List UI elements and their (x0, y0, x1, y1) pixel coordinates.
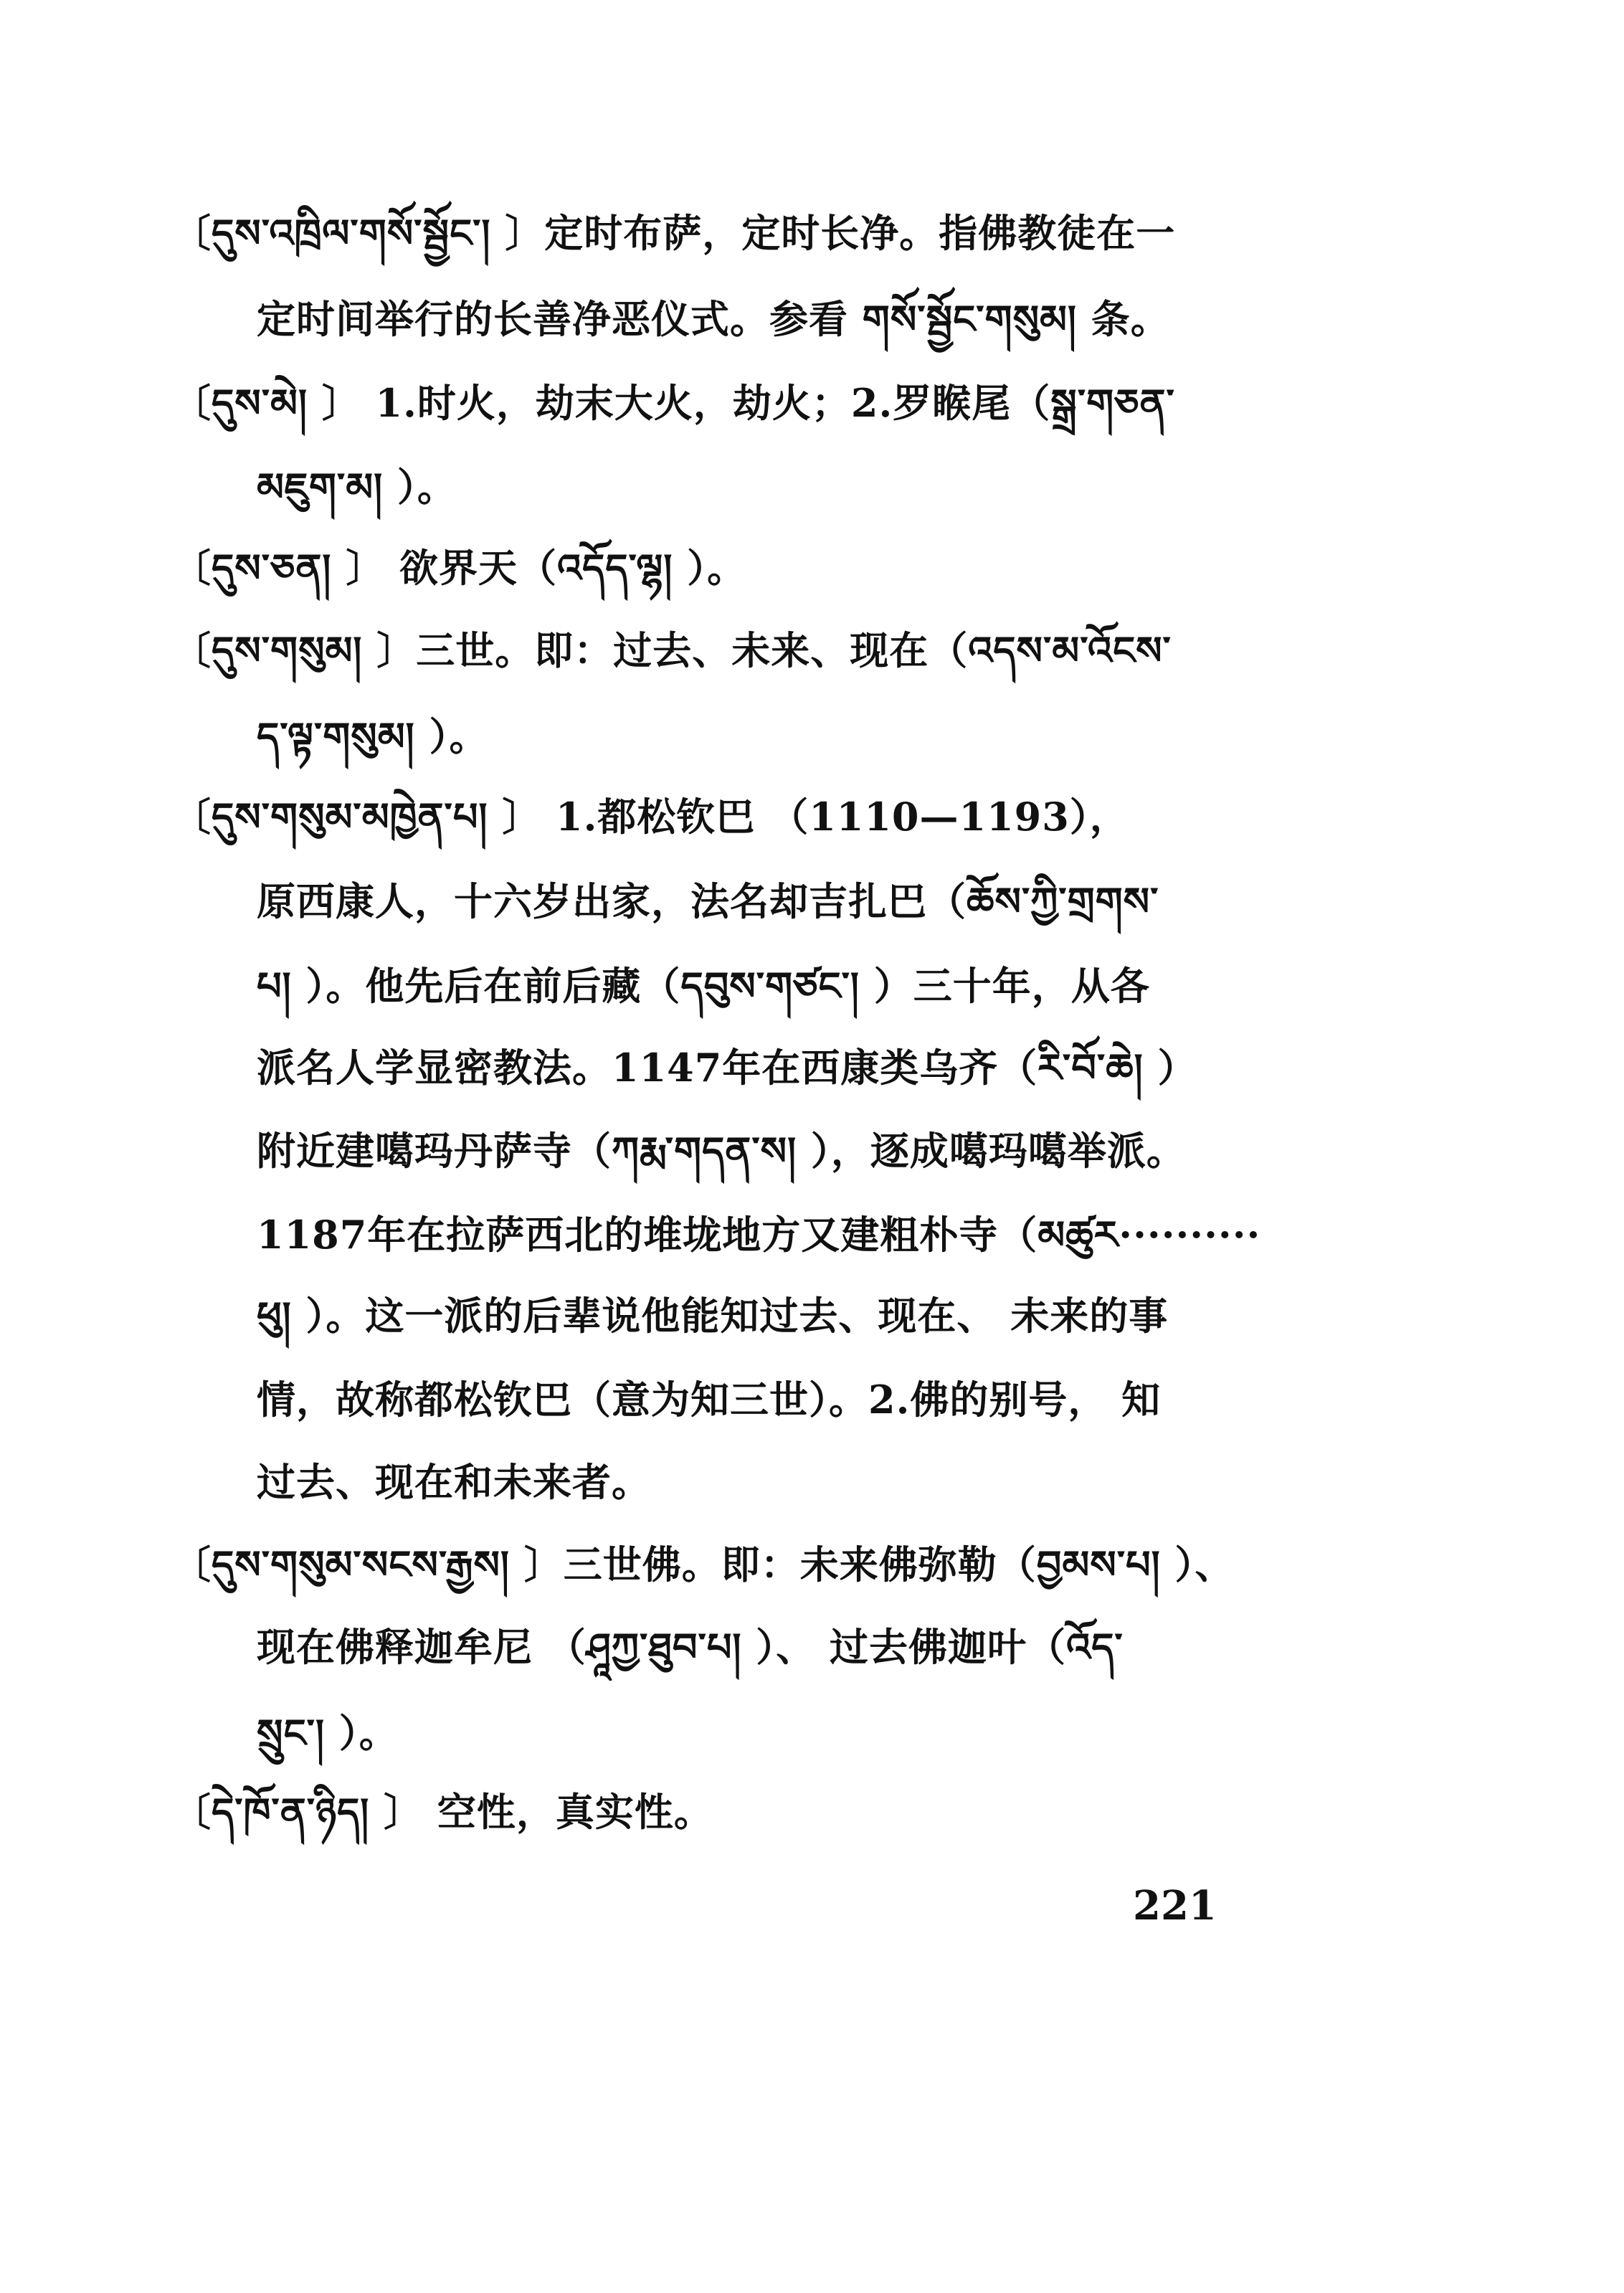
entry-line: 〔དུས་གསུམ་མཁྱེན་པ། 〕 1.都松钦巴 （1110—1193）， (172, 794, 1129, 840)
entry-line: 1187年在拉萨西北的堆垅地方又建粗朴寺（མཚུར·········· (257, 1212, 1261, 1258)
entry-line: 〔དུས་མེ། 〕 1.时火，劫末大火，劫火；2.罗睺尾（སྒྲ་གཅན་ (172, 380, 1175, 426)
page-number: 221 (1133, 1882, 1217, 1929)
entry-line: 附近建噶玛丹萨寺（ཀརྨ་གདན་ས། ），逐成噶玛噶举派。 (257, 1128, 1186, 1174)
entry-line: 〔དུས་གསུམ་སངས་རྒྱས། 〕三世佛。即：未来佛弥勒（བྱམས་པ། ）、 (172, 1542, 1235, 1587)
entry-line: 〔དེ་ཁོ་ན་ཉིད། 〕 空性，真实性。 (172, 1789, 713, 1835)
entry-line: 〔དུས་འཁྲིལ་གསོ་སྦྱོང་། 〕定时布萨，定时长净。指佛教徒在一 (172, 210, 1176, 256)
entry-line: 原西康人，十六岁出家，法名却吉扎巴（ཆོས་ཀྱི་གྲགས་ (257, 878, 1159, 924)
entry-line: 派名人学显密教法。1147年在西康类乌齐（རི་བོ་ཆེ། ） (257, 1045, 1197, 1091)
entry-line: 〔དུས་གསུམ། 〕三世。即：过去、未来、现在（འདས་མ་འོངས་ (172, 627, 1172, 673)
entry-line: 现在佛释迦牟尼 （ཤཱཀྱ་ཐུབ་པ། ）、 过去佛迦叶（འོད་ (257, 1624, 1124, 1670)
entry-line: སྲུང་། ）。 (257, 1710, 399, 1756)
entry-line: 情，故称都松钦巴（意为知三世）。2.佛的别号， 知 (257, 1377, 1162, 1423)
entry-line: ཕུ། ）。这一派的后辈说他能知过去、现在、 未来的事 (257, 1293, 1169, 1339)
entry-line: 过去、现在和未来者。 (257, 1459, 651, 1505)
entry-line: 定时间举行的长善净恶仪式。参看 གསོ་སྦྱོང་གསུམ། 条。 (257, 296, 1170, 342)
entry-line: 〔དུས་ཅན། 〕 欲界天（འདོད་ལྷ། ）。 (172, 545, 747, 591)
entry-line: མཇུག་མ། ）。 (257, 464, 457, 510)
entry-line: པ། ）。他先后在前后藏（དབུས་གཙང་། ）三十年，从各 (257, 963, 1150, 1009)
entry-line: ད་ལྟ་གསུམ། ）。 (257, 713, 489, 759)
